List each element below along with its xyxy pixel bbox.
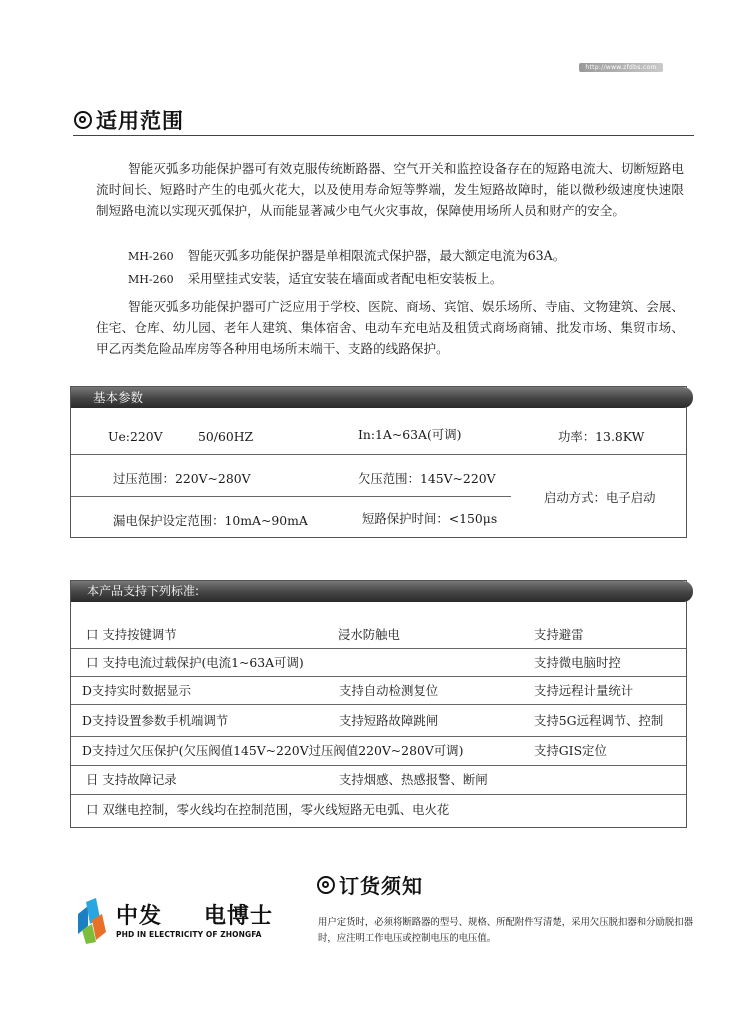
section-divider (73, 135, 694, 136)
basic-params-table (70, 386, 687, 538)
param-ue: Ue:220V (108, 429, 163, 444)
model-line-2 (128, 268, 502, 290)
param-undervoltage: 欠压范围：145V~220V (358, 471, 496, 486)
table-divider (71, 676, 686, 677)
website-url[interactable]: http://www.zfdbs.com (579, 63, 663, 72)
basic-params-banner: 基本参数 (71, 387, 693, 408)
section-title-scope (74, 105, 184, 135)
model-description: 智能灭弧多功能保护器是单相限流式保护器，最大额定电流为63A。 (187, 248, 566, 263)
model-code: MH-260 (128, 250, 174, 263)
model-description: 采用壁挂式安装，适宜安装在墙面或者配电柜安装板上。 (187, 271, 503, 286)
standard-item: 支持烟感、热感报警、断闸 (339, 772, 488, 787)
standards-banner: 本产品支持下列标准: (71, 581, 693, 602)
param-overvoltage: 过压范围：220V~280V (113, 471, 251, 486)
param-leakage: 漏电保护设定范围：10mA~90mA (113, 513, 308, 528)
logo-emblem-icon (76, 896, 110, 946)
table-divider (71, 794, 686, 795)
double-circle-icon (317, 876, 335, 894)
standard-item: 支持5G远程调节、控制 (534, 713, 664, 728)
scope-paragraph-1: 智能灭弧多功能保护器可有效克服传统断路器、空气开关和监控设备存在的短路电流大、切断短路电流时间长、短路时产生的电弧火花大，以及使用寿命短等弊端，发生短路故障时，能以微秒级速度快速限制短路电流以实现灭弧保护，从而能显著减少电气火灾事故，保障使用场所人员和财产的安全。 (96, 161, 684, 218)
standard-item: 支持避雷 (534, 627, 584, 642)
standard-item: 日 支持故障记录 (86, 772, 177, 787)
param-in: In:1A~63A(可调) (358, 427, 462, 442)
scope-paragraph-2: 智能灭弧多功能保护器可广泛应用于学校、医院、商场、宾馆、娱乐场所、寺庙、文物建筑、会展、住宅、仓库、幼儿园、老年人建筑、集体宿舍、电动车充电站及租赁式商场商铺、批发市场、集贸市场、甲乙丙类危险品库房等各种用电场所末端干、支路的线路保护。 (96, 299, 684, 356)
standard-item: 支持GIS定位 (534, 743, 607, 758)
param-shortcircuit-time: 短路保护时间：<150μs (362, 511, 498, 526)
table-divider (71, 496, 511, 497)
table-divider (71, 704, 686, 705)
order-notice-text: 用户定货时，必须将断路器的型号、规格、所配附件写清楚，采用欠压脱扣器和分励脱扣器时，应注明工作电压或控制电压的电压值。 (318, 917, 694, 944)
table-divider (71, 736, 686, 737)
table-divider (71, 454, 686, 455)
standard-item: 支持微电脑时控 (534, 655, 621, 670)
brand-name-doctor: 电博士 (204, 904, 274, 929)
param-start-mode: 启动方式：电子启动 (544, 490, 656, 505)
section-title-text: 适用范围 (96, 109, 184, 133)
standard-item: 口 支持电流过载保护(电流1~63A可调) (86, 655, 304, 670)
standard-item: D支持设置参数手机端调节 (82, 713, 229, 728)
section-title-text: 订货须知 (339, 874, 423, 898)
param-power: 功率：13.8KW (558, 429, 645, 444)
brand-name-zhongfa: 中发 (116, 904, 163, 929)
standards-table (70, 580, 687, 828)
standard-item: D支持实时数据显示 (82, 683, 192, 698)
table-divider (71, 648, 686, 649)
table-divider (71, 765, 686, 766)
standard-item: 口 支持按键调节 (86, 627, 177, 642)
standard-item: D支持过欠压保护(欠压阀值145V~220V过压阀值220V~280V可调) (82, 743, 464, 758)
brand-subtitle: PHD IN ELECTRICITY OF ZHONGFA (116, 930, 262, 939)
company-logo (76, 896, 296, 946)
standard-item: 浸水防触电 (338, 627, 400, 642)
model-line-1 (128, 245, 565, 267)
double-circle-icon (74, 111, 92, 129)
standard-item: 口 双继电控制，零火线均在控制范围，零火线短路无电弧、电火花 (86, 802, 450, 817)
param-frequency: 50/60HZ (198, 429, 254, 444)
section-title-order (317, 870, 423, 899)
standard-item: 支持远程计量统计 (534, 683, 634, 698)
standard-item: 支持自动检测复位 (339, 683, 439, 698)
standard-item: 支持短路故障跳闸 (339, 713, 439, 728)
model-code: MH-260 (128, 273, 174, 286)
